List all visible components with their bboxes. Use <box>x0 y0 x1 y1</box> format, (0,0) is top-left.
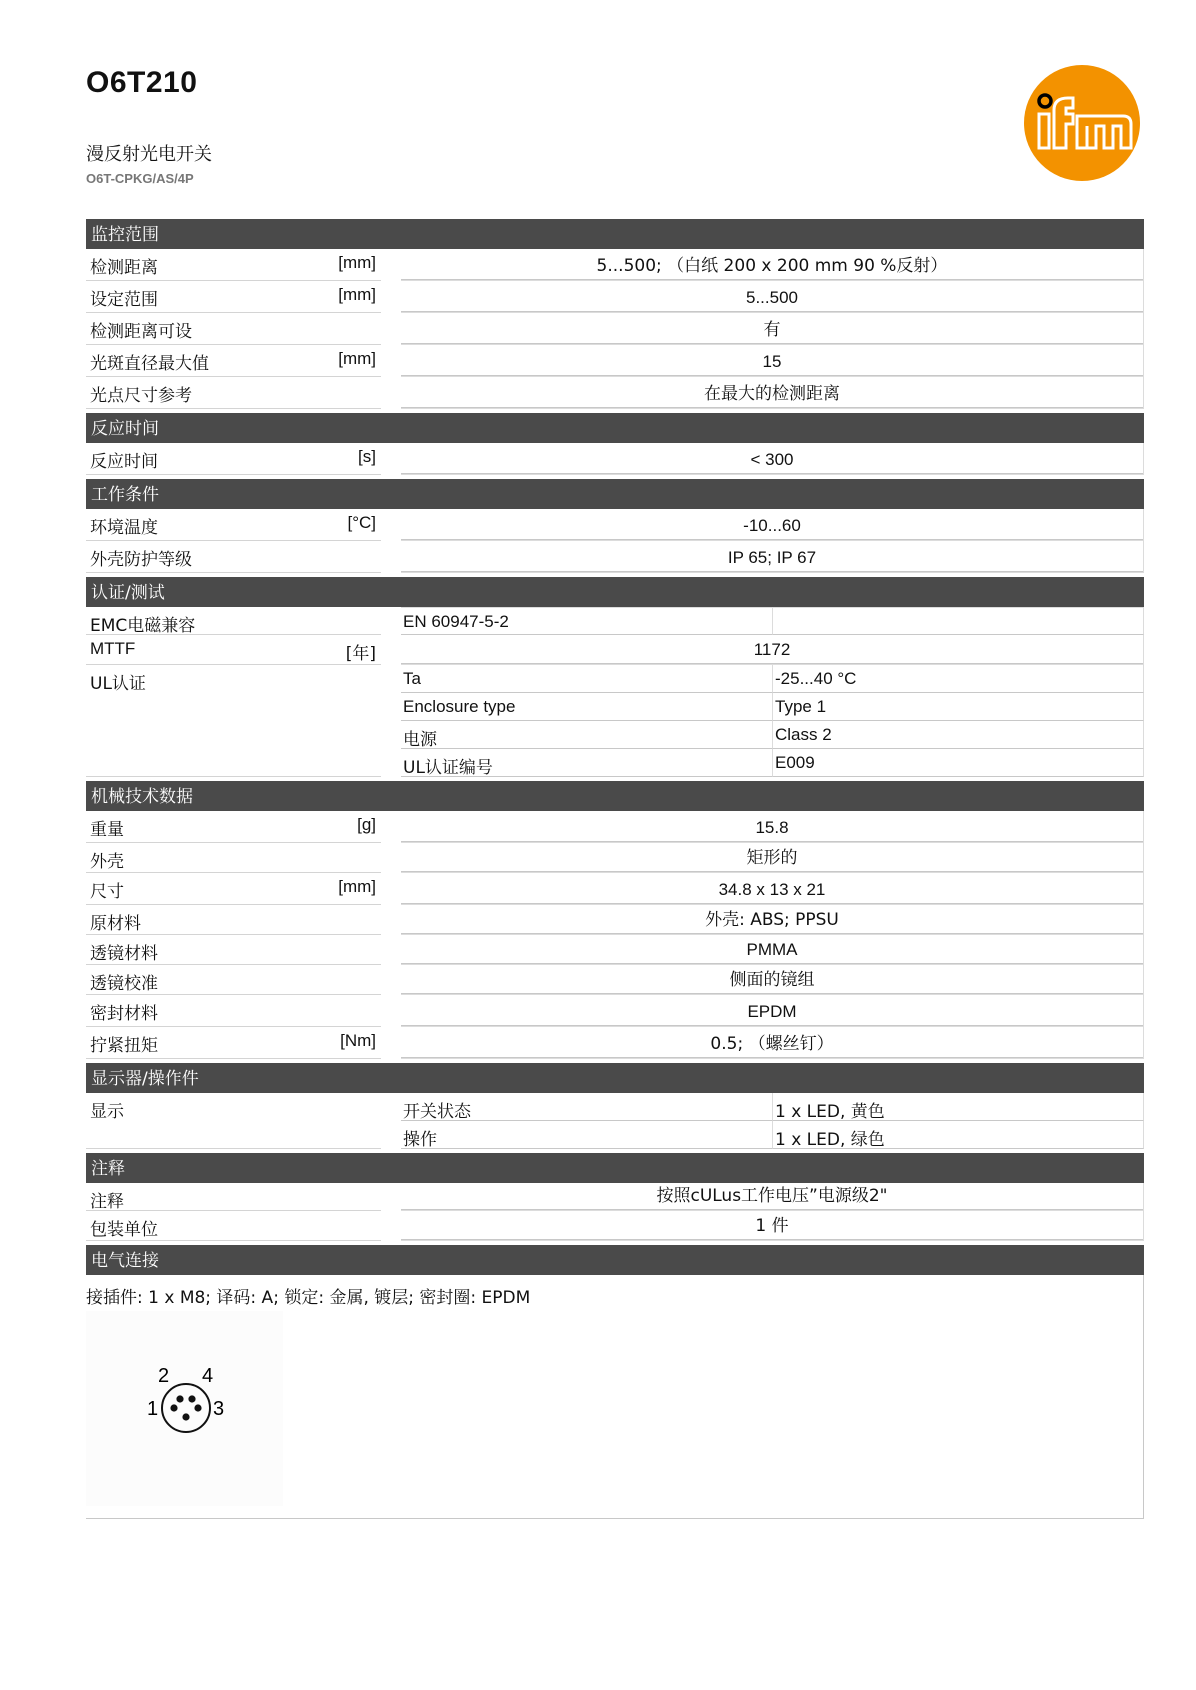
spec-unit: [mm] <box>338 349 376 368</box>
spec-row <box>86 443 1144 475</box>
product-description: 漫反射光电开关 <box>86 144 212 165</box>
spec-value: -10...60 <box>401 509 1144 541</box>
spec-row <box>86 811 1144 843</box>
spec-label: 透镜材料 <box>90 944 158 964</box>
spec-row <box>86 249 1144 281</box>
connector-pinout-image <box>86 1311 283 1506</box>
spec-label: 透镜校准 <box>90 974 158 994</box>
spec-unit: [Nm] <box>340 1031 376 1050</box>
pin-label: 3 <box>213 1398 225 1420</box>
m8-pinout-icon <box>86 1311 283 1506</box>
spec-value: 15.8 <box>401 811 1144 843</box>
spec-row <box>86 313 1144 345</box>
spec-value: IP 65; IP 67 <box>401 541 1144 573</box>
product-code: O6T-CPKG/AS/4P <box>86 171 194 186</box>
spec-unit: [mm] <box>338 285 376 304</box>
section-header-electrical: 电气连接 <box>86 1245 1144 1275</box>
spec-value: 1172 <box>401 635 1144 665</box>
spec-value: 5...500; （白纸 200 x 200 mm 90 %反射） <box>401 249 1144 281</box>
spec-unit: [s] <box>358 447 376 466</box>
spec-value: 1 件 <box>401 1211 1144 1241</box>
spec-row <box>86 607 1144 635</box>
datasheet <box>86 219 1144 1519</box>
display-key: 操作 <box>401 1121 773 1149</box>
spec-unit: [g] <box>357 815 376 834</box>
spec-unit: [年] <box>345 644 376 664</box>
ul-value: E009 <box>773 749 1144 777</box>
spec-label: 包装单位 <box>90 1220 158 1240</box>
connector-description: 接插件: 1 x M8; 译码: A; 锁定: 金属, 镀层; 密封圈: EPDM <box>86 1288 531 1308</box>
section-header-response: 反应时间 <box>86 413 1144 443</box>
spec-row <box>86 843 1144 873</box>
ul-key: Ta <box>401 665 773 693</box>
ul-row <box>401 749 1144 777</box>
ul-row <box>401 693 1144 721</box>
spec-row <box>86 281 1144 313</box>
spec-label: 环境温度 <box>90 518 158 538</box>
spec-unit: [mm] <box>338 877 376 896</box>
spec-row <box>86 1027 1144 1059</box>
ul-key: 电源 <box>401 721 773 749</box>
spec-value: 有 <box>401 313 1144 345</box>
spec-value: < 300 <box>401 443 1144 475</box>
ul-row <box>401 665 1144 693</box>
spec-value: 0.5; （螺丝钉） <box>401 1027 1144 1059</box>
spec-value: 5...500 <box>401 281 1144 313</box>
spec-value: 按照cULus工作电压”电源级2" <box>401 1183 1144 1211</box>
ul-approval-row <box>86 665 1144 777</box>
spec-row <box>86 377 1144 409</box>
pin-label: 2 <box>158 1365 170 1387</box>
pin-label: 4 <box>202 1365 214 1387</box>
spec-label: UL认证 <box>90 674 146 694</box>
spec-row <box>86 995 1144 1027</box>
display-sub-row <box>401 1121 1144 1149</box>
spec-unit: [°C] <box>347 513 376 532</box>
section-header-mechanical: 机械技术数据 <box>86 781 1144 811</box>
spec-row <box>86 935 1144 965</box>
ul-key: Enclosure type <box>401 693 773 721</box>
ul-value: Class 2 <box>773 721 1144 749</box>
ul-value: -25...40 °C <box>773 665 1144 693</box>
spec-label: MTTF <box>90 639 136 658</box>
spec-value: 矩形的 <box>401 843 1144 873</box>
spec-row <box>86 345 1144 377</box>
spec-label: 拧紧扭矩 <box>90 1036 158 1056</box>
spec-label: 原材料 <box>90 914 141 934</box>
section-header-display: 显示器/操作件 <box>86 1063 1144 1093</box>
spec-label: 密封材料 <box>90 1004 158 1024</box>
display-sub-row <box>401 1093 1144 1121</box>
spec-label: 设定范围 <box>90 290 158 310</box>
spec-value: EPDM <box>401 995 1144 1027</box>
emc-value: EN 60947-5-2 <box>401 607 773 635</box>
spec-label: 重量 <box>90 820 124 840</box>
spec-row <box>86 965 1144 995</box>
spec-value: 15 <box>401 345 1144 377</box>
connection-box <box>86 1275 1144 1519</box>
spec-row <box>86 905 1144 935</box>
ul-value: Type 1 <box>773 693 1144 721</box>
spec-value: 侧面的镜组 <box>401 965 1144 995</box>
spec-row <box>86 541 1144 573</box>
spec-row <box>86 1183 1144 1211</box>
spec-row <box>86 1211 1144 1241</box>
section-header-conditions: 工作条件 <box>86 479 1144 509</box>
spec-label: 注释 <box>90 1192 124 1212</box>
spec-value: PMMA <box>401 935 1144 965</box>
spec-label: 尺寸 <box>90 882 124 902</box>
spec-label: 显示 <box>90 1102 124 1122</box>
spec-label: 外壳 <box>90 852 124 872</box>
ifm-logo <box>1023 64 1141 182</box>
spec-row <box>86 873 1144 905</box>
spec-row <box>86 509 1144 541</box>
spec-row <box>86 635 1144 665</box>
pin-label: 1 <box>147 1398 159 1420</box>
spec-label: 外壳防护等级 <box>90 550 192 570</box>
spec-unit: [mm] <box>338 253 376 272</box>
section-header-approvals: 认证/测试 <box>86 577 1144 607</box>
display-value: 1 x LED, 绿色 <box>773 1121 1144 1149</box>
spec-label: 反应时间 <box>90 452 158 472</box>
display-key: 开关状态 <box>401 1093 773 1121</box>
spec-label: EMC电磁兼容 <box>90 616 196 636</box>
ul-key: UL认证编号 <box>401 749 773 777</box>
spec-label: 光斑直径最大值 <box>90 354 209 374</box>
spec-label: 检测距离 <box>90 258 158 278</box>
spec-value: 34.8 x 13 x 21 <box>401 873 1144 905</box>
ul-row <box>401 721 1144 749</box>
spec-label: 检测距离可设 <box>90 322 192 342</box>
section-header-remarks: 注释 <box>86 1153 1144 1183</box>
section-header-range: 监控范围 <box>86 219 1144 249</box>
spec-value: 在最大的检测距离 <box>401 377 1144 409</box>
spec-value: 外壳: ABS; PPSU <box>401 905 1144 935</box>
display-value: 1 x LED, 黄色 <box>773 1093 1144 1121</box>
page-title: O6T210 <box>86 66 198 99</box>
display-row <box>86 1093 1144 1149</box>
spec-label: 光点尺寸参考 <box>90 386 192 406</box>
